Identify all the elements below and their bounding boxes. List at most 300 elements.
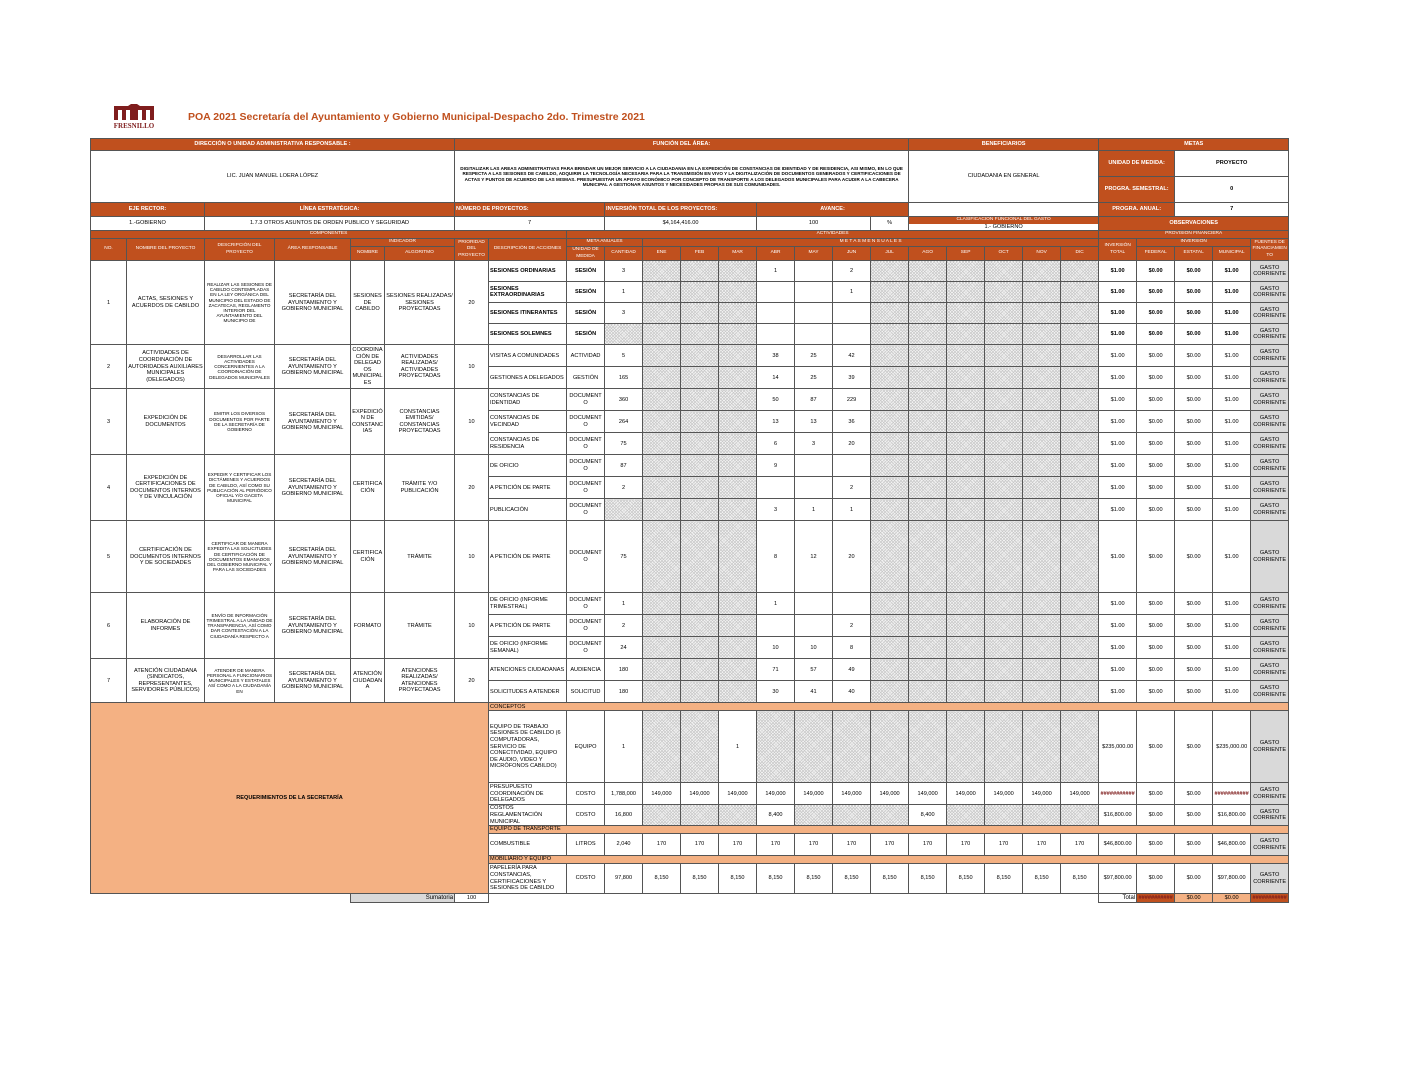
month-value <box>1061 711 1099 783</box>
month-value <box>643 499 681 521</box>
month-value <box>985 593 1023 615</box>
month-value <box>643 411 681 433</box>
month-value <box>871 499 909 521</box>
estatal-value: $0.00 <box>1175 659 1213 681</box>
month-value <box>947 389 985 411</box>
month-value <box>871 282 909 303</box>
progra-anual: 7 <box>1175 203 1289 217</box>
month-value: 9 <box>757 455 795 477</box>
month-value <box>909 367 947 389</box>
month-value: 149,000 <box>833 783 871 805</box>
municipal-value: $1.00 <box>1213 389 1251 411</box>
project-nombre: EXPEDICIÓN DE CERTIFICACIONES DE DOCUMENTOS INTERNOS Y DE VINCULACIÓN <box>127 455 205 521</box>
month-value <box>719 615 757 637</box>
month-value <box>985 303 1023 324</box>
municipal-value: $235,000.00 <box>1213 711 1251 783</box>
inversion-total: $4,164,416.00 <box>605 217 757 231</box>
fuente-value: GASTO CORRIENTE <box>1251 477 1289 499</box>
estatal-value: $0.00 <box>1175 389 1213 411</box>
month-value <box>833 455 871 477</box>
inversion-total-value: $1.00 <box>1099 303 1137 324</box>
month-value <box>795 805 833 826</box>
month-value: 8,150 <box>757 864 795 894</box>
project-area: SECRETARÍA DEL AYUNTAMIENTO Y GOBIERNO MUNICIPAL <box>275 389 351 455</box>
inversion-total-value: $1.00 <box>1099 615 1137 637</box>
month-value: 8,150 <box>795 864 833 894</box>
req-unidad: COSTO <box>567 805 605 826</box>
month-value: 149,000 <box>719 783 757 805</box>
req-unidad: COSTO <box>567 864 605 894</box>
fuente-value: GASTO CORRIENTE <box>1251 324 1289 345</box>
blank <box>489 894 1099 903</box>
month-value <box>985 324 1023 345</box>
project-no: 4 <box>91 455 127 521</box>
req-desc: PAPELERÍA PARA CONSTANCIAS, CERTIFICACIONES Y SESIONES DE CABILDO <box>489 864 567 894</box>
fuente-value: GASTO CORRIENTE <box>1251 659 1289 681</box>
month-value: 42 <box>833 345 871 367</box>
project-no: 5 <box>91 521 127 593</box>
month-value: 49 <box>833 659 871 681</box>
total-label: Total <box>1099 894 1137 903</box>
federal-value: $0.00 <box>1137 783 1175 805</box>
inversion-total-value: $1.00 <box>1099 455 1137 477</box>
month-value: 12 <box>795 521 833 593</box>
project-area: SECRETARÍA DEL AYUNTAMIENTO Y GOBIERNO MUNICIPAL <box>275 521 351 593</box>
month-value: 8,150 <box>947 864 985 894</box>
month-value <box>643 367 681 389</box>
estatal-value: $0.00 <box>1175 282 1213 303</box>
month-value: 8,150 <box>719 864 757 894</box>
estatal-value: $0.00 <box>1175 345 1213 367</box>
project-descripcion: CERTIFICAR DE MANERA EXPEDITA LAS SOLICITUDES DE CERTIFICACIÓN DE DOCUMENTOS EMANADOS DEL GOBIERNO MUNICIPAL Y PARA LAS SOCIEDADES <box>205 521 275 593</box>
fuente-value: GASTO CORRIENTE <box>1251 783 1289 805</box>
month-value: 149,000 <box>1061 783 1099 805</box>
blank <box>909 203 1099 217</box>
municipal-value: $1.00 <box>1213 637 1251 659</box>
month-value: 1 <box>795 499 833 521</box>
month-value <box>1061 411 1099 433</box>
clasif-value: 1.- GOBIERNO <box>984 223 1023 230</box>
month-value: 10 <box>757 637 795 659</box>
fresnillo-logo <box>106 104 162 132</box>
estatal-value: $0.00 <box>1175 303 1213 324</box>
month-value <box>1061 303 1099 324</box>
progra-semestral-label: PROGRA. SEMESTRAL: <box>1099 177 1175 203</box>
month-value <box>681 593 719 615</box>
month-value <box>1023 367 1061 389</box>
month-value <box>909 659 947 681</box>
month-value <box>947 261 985 282</box>
month-value <box>643 681 681 703</box>
month-value: 10 <box>795 637 833 659</box>
month-value <box>1023 659 1061 681</box>
month-value: 2 <box>833 477 871 499</box>
accion-unidad: DOCUMENTO <box>567 615 605 637</box>
month-value: 170 <box>909 834 947 856</box>
municipal-value: ########### <box>1213 783 1251 805</box>
month-value <box>947 303 985 324</box>
federal-value: $0.00 <box>1137 477 1175 499</box>
federal-value: $0.00 <box>1137 303 1175 324</box>
federal-value: $0.00 <box>1137 711 1175 783</box>
estatal-value: $0.00 <box>1175 805 1213 826</box>
accion-unidad: SESIÓN <box>567 282 605 303</box>
req-desc: COSTOS REGLAMENTACIÓN MUNICIPAL <box>489 805 567 826</box>
month-value <box>681 681 719 703</box>
federal-value: $0.00 <box>1137 864 1175 894</box>
month-value: 87 <box>795 389 833 411</box>
accion-cantidad: 165 <box>605 367 643 389</box>
req-cantidad: 97,800 <box>605 864 643 894</box>
month-value: 170 <box>833 834 871 856</box>
month-value <box>719 282 757 303</box>
col-month: OCT <box>985 247 1023 261</box>
funcion-label: FUNCIÓN DEL ÁREA: <box>455 139 909 151</box>
month-value <box>947 411 985 433</box>
month-value <box>947 433 985 455</box>
federal-value: $0.00 <box>1137 593 1175 615</box>
month-value <box>1023 455 1061 477</box>
indicador-algoritmo: ACTIVIDADES REALIZADAS/ ACTIVIDADES PROYECTADAS <box>385 345 455 389</box>
indicador-algoritmo: TRÁMITE <box>385 521 455 593</box>
indicador-nombre: EXPEDICIÓN DE CONSTANCIAS <box>351 389 385 455</box>
federal-value: $0.00 <box>1137 411 1175 433</box>
month-value <box>681 324 719 345</box>
month-value <box>1061 455 1099 477</box>
fuente-value: GASTO CORRIENTE <box>1251 433 1289 455</box>
total-inversion: ########### <box>1138 894 1173 901</box>
month-value <box>833 593 871 615</box>
federal-value: $0.00 <box>1137 681 1175 703</box>
linea: 1.7.3 OTROS ASUNTOS DE ORDEN PUBLICO Y SEGURIDAD <box>205 217 455 231</box>
col-federal: FEDERAL <box>1137 247 1175 261</box>
month-value <box>947 345 985 367</box>
month-value <box>871 593 909 615</box>
month-value <box>909 345 947 367</box>
indicador-nombre: COORDINACIÓN DE DELEGADOS MUNICIPALES <box>351 345 385 389</box>
month-value <box>681 303 719 324</box>
month-value <box>985 389 1023 411</box>
month-value <box>909 455 947 477</box>
project-nombre: EXPEDICIÓN DE DOCUMENTOS <box>127 389 205 455</box>
month-value <box>909 477 947 499</box>
month-value <box>1023 615 1061 637</box>
req-cantidad: 2,040 <box>605 834 643 856</box>
month-value <box>909 593 947 615</box>
month-value <box>985 805 1023 826</box>
total-estatal: $0.00 <box>1213 894 1251 903</box>
sumatoria-value: 100 <box>455 894 489 903</box>
month-value: 36 <box>833 411 871 433</box>
req-cantidad: 1,788,000 <box>605 783 643 805</box>
month-value <box>1061 805 1099 826</box>
req-desc: COMBUSTIBLE <box>489 834 567 856</box>
inversion-total-value: $1.00 <box>1099 433 1137 455</box>
month-value: 30 <box>757 681 795 703</box>
federal-value: $0.00 <box>1137 282 1175 303</box>
project-area: SECRETARÍA DEL AYUNTAMIENTO Y GOBIERNO MUNICIPAL <box>275 261 351 345</box>
month-value <box>985 345 1023 367</box>
month-value <box>1023 389 1061 411</box>
month-value <box>871 805 909 826</box>
month-value <box>985 499 1023 521</box>
month-value <box>985 681 1023 703</box>
month-value <box>643 805 681 826</box>
month-value: 8,400 <box>757 805 795 826</box>
month-value <box>681 615 719 637</box>
accion-unidad: DOCUMENTO <box>567 411 605 433</box>
month-value: 13 <box>795 411 833 433</box>
federal-value: $0.00 <box>1137 637 1175 659</box>
month-value: 8,150 <box>643 864 681 894</box>
month-value <box>947 659 985 681</box>
col-month: DIC <box>1061 247 1099 261</box>
accion-unidad: DOCUMENTO <box>567 499 605 521</box>
clasif-label: CLASIFICACIÓN FUNCIONAL DEL GASTO <box>909 217 1098 224</box>
estatal-value: $0.00 <box>1175 367 1213 389</box>
project-descripcion: ATENDER DE MANERA PERSONAL A FUNCIONARIOS MUNICIPALES Y ESTATALES ASÍ COMO A LA CIUDADANÍA EN <box>205 659 275 703</box>
month-value <box>643 433 681 455</box>
month-value <box>947 282 985 303</box>
month-value <box>871 324 909 345</box>
federal-value: $0.00 <box>1137 805 1175 826</box>
indicador-nombre: ATENCIÓN CIUDADANA <box>351 659 385 703</box>
month-value <box>871 411 909 433</box>
req-desc: PRESUPUESTO COORDINACIÓN DE DELEGADOS <box>489 783 567 805</box>
month-value <box>1061 477 1099 499</box>
provision-label: PROVISIÓN FINANCIERA <box>1099 231 1289 239</box>
prioridad: 20 <box>455 659 489 703</box>
federal-value: $0.00 <box>1137 345 1175 367</box>
month-value <box>681 433 719 455</box>
project-descripcion: REALIZAR LAS SESIONES DE CABILDO CONTEMPLADAS EN LA LEY ORGÁNICA DEL MUNICIPIO DEL ESTADO DE ZACATECAS, REGLAMENTO INTERIOR DEL AYUNTAMIENTO DEL MUNICIPIO DE <box>205 261 275 345</box>
inversion-total-value: $1.00 <box>1099 521 1137 593</box>
month-value <box>1061 261 1099 282</box>
month-value <box>681 345 719 367</box>
municipal-value: $1.00 <box>1213 345 1251 367</box>
month-value <box>909 282 947 303</box>
accion-unidad: DOCUMENTO <box>567 593 605 615</box>
month-value: 25 <box>795 367 833 389</box>
accion-unidad: DOCUMENTO <box>567 433 605 455</box>
req-unidad: COSTO <box>567 783 605 805</box>
accion-unidad: DOCUMENTO <box>567 455 605 477</box>
month-value: 2 <box>833 261 871 282</box>
accion-desc: SESIONES ITINERANTES <box>489 303 567 324</box>
accion-cantidad <box>605 499 643 521</box>
section-title: CONCEPTOS <box>489 703 1289 711</box>
month-value <box>795 303 833 324</box>
municipal-value: $1.00 <box>1213 521 1251 593</box>
month-value: 20 <box>833 433 871 455</box>
month-value <box>757 615 795 637</box>
month-value <box>681 367 719 389</box>
month-value <box>1061 389 1099 411</box>
month-value <box>833 805 871 826</box>
month-value: 149,000 <box>947 783 985 805</box>
month-value <box>985 637 1023 659</box>
accion-desc: DE OFICIO <box>489 455 567 477</box>
page-title: POA 2021 Secretaría del Ayuntamiento y Gobierno Municipal-Despacho 2do. Trimestre 2021 <box>188 111 645 123</box>
fuente-value: GASTO CORRIENTE <box>1251 303 1289 324</box>
federal-value: $0.00 <box>1137 659 1175 681</box>
accion-desc: CONSTANCIAS DE IDENTIDAD <box>489 389 567 411</box>
month-value <box>1023 433 1061 455</box>
col-descripcion: DESCRIPCIÓN DEL PROYECTO <box>205 239 275 261</box>
month-value: 25 <box>795 345 833 367</box>
accion-cantidad: 24 <box>605 637 643 659</box>
month-value <box>681 411 719 433</box>
month-value <box>643 659 681 681</box>
month-value <box>719 593 757 615</box>
project-nombre: ACTIVIDADES DE COORDINACIÓN DE AUTORIDADES AUXILIARES MUNICIPALES (DELEGADOS) <box>127 345 205 389</box>
project-descripcion: EXPEDIR Y CERTIFICAR LOS DICTÁMENES Y ACUERDOS DE CABILDO, ASÍ COMO SU PUBLICACIÓN AL PERIÓDICO OFICIAL Y/O GACETA MUNICIPAL <box>205 455 275 521</box>
month-value <box>1061 324 1099 345</box>
month-value <box>909 637 947 659</box>
month-value <box>757 282 795 303</box>
project-area: SECRETARÍA DEL AYUNTAMIENTO Y GOBIERNO MUNICIPAL <box>275 593 351 659</box>
month-value <box>909 711 947 783</box>
month-value <box>643 324 681 345</box>
month-value <box>871 521 909 593</box>
month-value: 57 <box>795 659 833 681</box>
inversion-total-value: $1.00 <box>1099 593 1137 615</box>
metas-label: METAS <box>1099 139 1289 151</box>
fuente-value: GASTO CORRIENTE <box>1251 864 1289 894</box>
municipal-value: $1.00 <box>1213 433 1251 455</box>
project-no: 6 <box>91 593 127 659</box>
month-value <box>985 521 1023 593</box>
month-value: 3 <box>795 433 833 455</box>
municipal-value: $1.00 <box>1213 324 1251 345</box>
fuente-value: GASTO CORRIENTE <box>1251 389 1289 411</box>
month-value <box>719 455 757 477</box>
month-value <box>871 367 909 389</box>
fuente-value: GASTO CORRIENTE <box>1251 499 1289 521</box>
col-fuentes: FUENTES DE FINANCIAMIENTO <box>1251 239 1289 261</box>
col-month: ABR <box>757 247 795 261</box>
month-value: 149,000 <box>757 783 795 805</box>
month-value <box>1023 593 1061 615</box>
month-value <box>1061 345 1099 367</box>
col-month: MAR <box>719 247 757 261</box>
month-value <box>947 477 985 499</box>
month-value: 50 <box>757 389 795 411</box>
fuente-value: GASTO CORRIENTE <box>1251 615 1289 637</box>
accion-cantidad: 2 <box>605 615 643 637</box>
month-value <box>719 324 757 345</box>
month-value: 1 <box>833 282 871 303</box>
month-value <box>681 389 719 411</box>
accion-cantidad: 3 <box>605 261 643 282</box>
prioridad: 10 <box>455 389 489 455</box>
col-nombre: NOMBRE DEL PROYECTO <box>127 239 205 261</box>
inversion-total-value: $1.00 <box>1099 345 1137 367</box>
month-value <box>947 805 985 826</box>
col-month: NOV <box>1023 247 1061 261</box>
month-value <box>719 521 757 593</box>
inversion-total-value: $1.00 <box>1099 411 1137 433</box>
col-ind-nombre: NOMBRE <box>351 247 385 261</box>
indicador-nombre: CERTIFICACIÓN <box>351 455 385 521</box>
accion-unidad: DOCUMENTO <box>567 637 605 659</box>
progra-semestral: 0 <box>1175 177 1289 203</box>
col-no: NO. <box>91 239 127 261</box>
municipal-value: $1.00 <box>1213 593 1251 615</box>
federal-value: $0.00 <box>1137 615 1175 637</box>
inversion-total-value: $1.00 <box>1099 261 1137 282</box>
col-month: FEB <box>681 247 719 261</box>
fuente-value: GASTO CORRIENTE <box>1251 711 1289 783</box>
estatal-value: $0.00 <box>1175 593 1213 615</box>
month-value: 20 <box>833 521 871 593</box>
accion-cantidad: 1 <box>605 282 643 303</box>
month-value <box>947 367 985 389</box>
month-value: 149,000 <box>1023 783 1061 805</box>
month-value <box>719 637 757 659</box>
col-desc-acciones: DESCRIPCIÓN DE ACCIONES <box>489 239 567 261</box>
month-value <box>719 681 757 703</box>
fuente-value: GASTO CORRIENTE <box>1251 593 1289 615</box>
estatal-value: $0.00 <box>1175 711 1213 783</box>
month-value <box>985 261 1023 282</box>
month-value <box>719 303 757 324</box>
avance-label: AVANCE: <box>757 203 909 217</box>
actividades-label: ACTIVIDADES <box>567 231 1099 239</box>
project-area: SECRETARÍA DEL AYUNTAMIENTO Y GOBIERNO MUNICIPAL <box>275 659 351 703</box>
prioridad: 10 <box>455 593 489 659</box>
accion-desc: SOLICITUDES A ATENDER <box>489 681 567 703</box>
month-value <box>871 389 909 411</box>
total-federal: $0.00 <box>1175 894 1213 903</box>
month-value: 8,150 <box>909 864 947 894</box>
project-no: 7 <box>91 659 127 703</box>
month-value <box>719 367 757 389</box>
municipal-value: $1.00 <box>1213 659 1251 681</box>
municipal-value: $1.00 <box>1213 681 1251 703</box>
estatal-value: $0.00 <box>1175 615 1213 637</box>
req-cantidad: 1 <box>605 711 643 783</box>
col-month: ENE <box>643 247 681 261</box>
inversion-total-value: $97,800.00 <box>1099 864 1137 894</box>
beneficiarios-label: BENEFICIARIOS <box>909 139 1099 151</box>
estatal-value: $0.00 <box>1175 783 1213 805</box>
accion-unidad: AUDIENCIA <box>567 659 605 681</box>
month-value: 39 <box>833 367 871 389</box>
month-value <box>757 711 795 783</box>
unidad-medida-label: UNIDAD DE MEDIDA: <box>1099 151 1175 177</box>
month-value <box>947 593 985 615</box>
fuente-value: GASTO CORRIENTE <box>1251 805 1289 826</box>
month-value <box>871 261 909 282</box>
col-ind-algoritmo: ALGORITMO <box>385 247 455 261</box>
progra-anual-label: PROGRA. ANUAL: <box>1099 203 1175 217</box>
beneficiarios: CIUDADANIA EN GENERAL <box>909 151 1099 203</box>
estatal-value: $0.00 <box>1175 261 1213 282</box>
month-value <box>909 615 947 637</box>
month-value <box>833 303 871 324</box>
indicador-nombre: CERTIFICACIÓN <box>351 521 385 593</box>
accion-cantidad: 180 <box>605 659 643 681</box>
accion-unidad: DOCUMENTO <box>567 389 605 411</box>
section-title: EQUIPO DE TRANSPORTE <box>489 826 1289 834</box>
month-value <box>871 637 909 659</box>
req-desc: EQUIPO DE TRABAJO SESIONES DE CABILDO (6 COMPUTADORAS, SERVICIO DE CONECTIVIDAD, EQUIPO DE AUDIO, VIDEO Y MICRÓFONOS CABILDO) <box>489 711 567 783</box>
num-proyectos-label: NÚMERO DE PROYECTOS: <box>455 203 605 217</box>
month-value <box>947 615 985 637</box>
month-value: 170 <box>871 834 909 856</box>
month-value: 6 <box>757 433 795 455</box>
